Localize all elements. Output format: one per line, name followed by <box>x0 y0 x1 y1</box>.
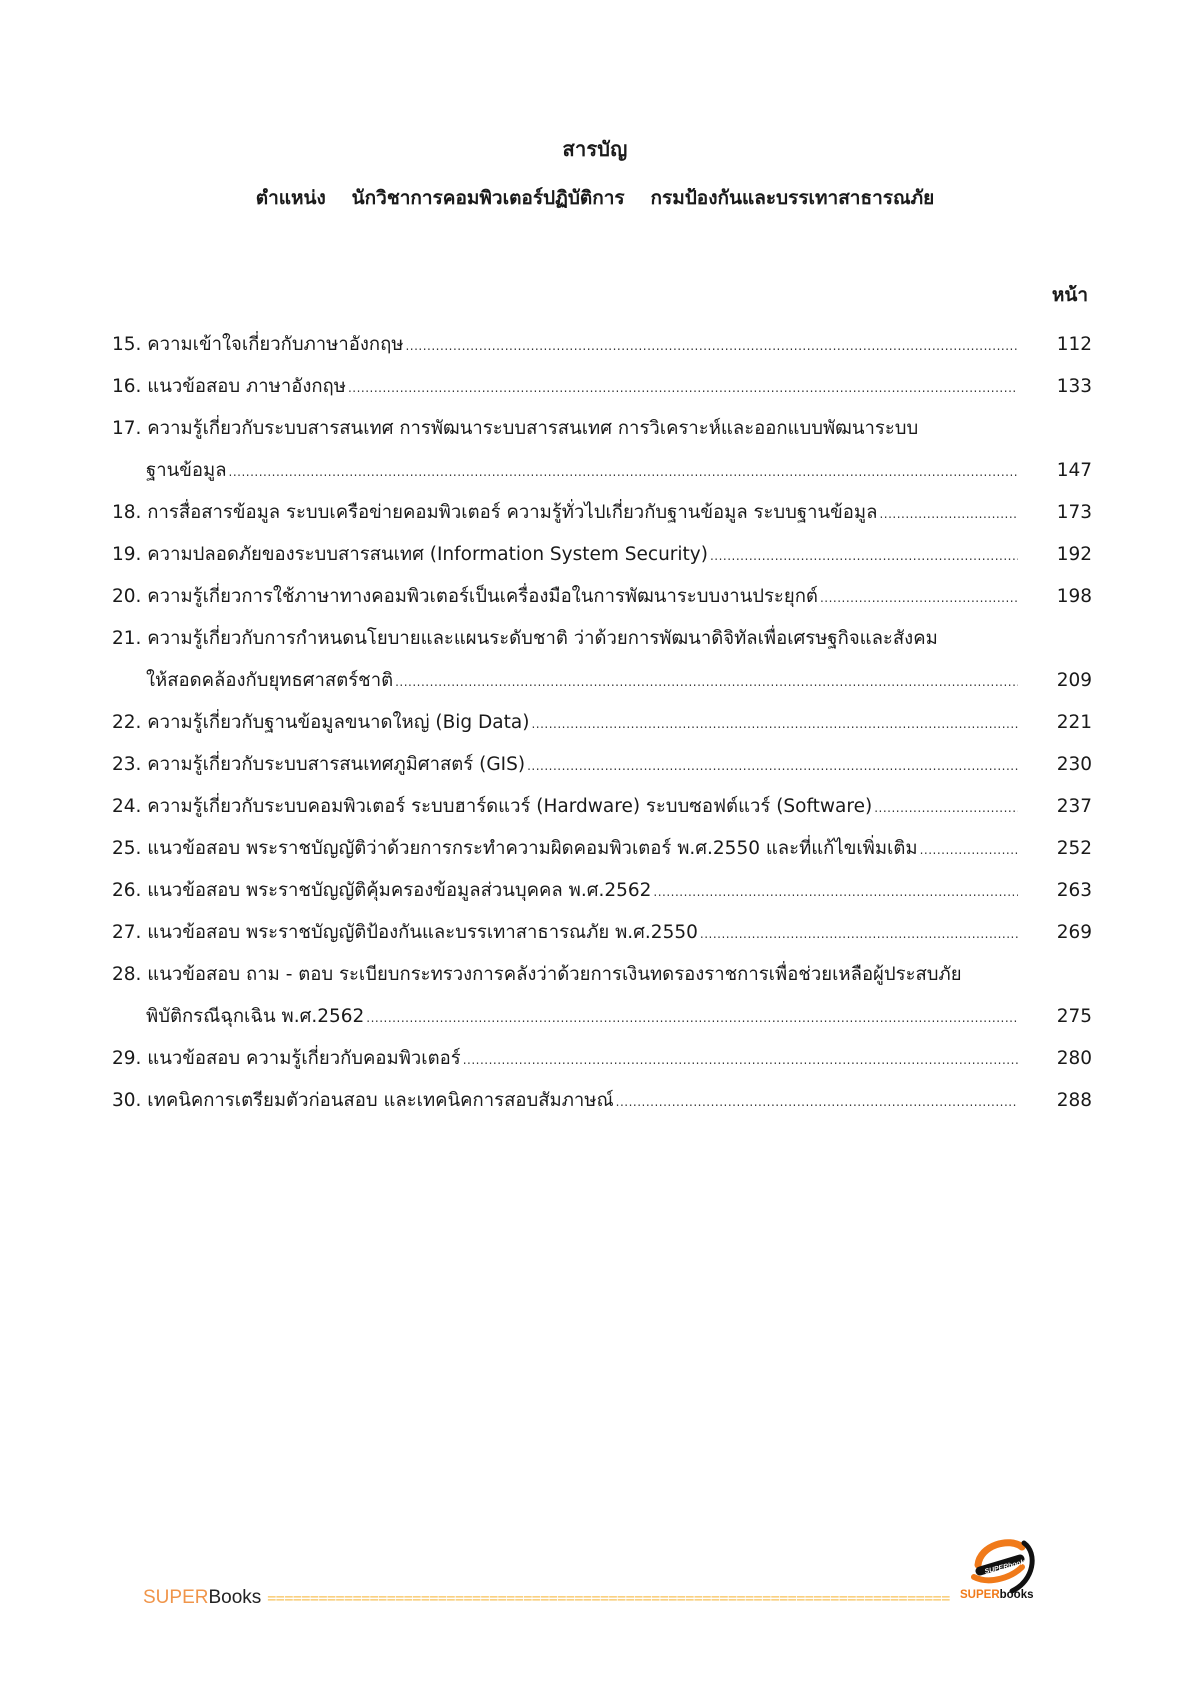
toc-line-continuation <box>112 996 1092 1038</box>
toc-entry <box>112 492 1092 534</box>
toc-entry-title: 20. ความรู้เกี่ยวการใช้ภาษาทางคอมพิวเตอร์เป็นเครื่องมือในการพัฒนาระบบงานประยุกต์ <box>112 586 818 607</box>
toc-line <box>112 1038 1092 1080</box>
logo-wordmark-super: SUPER <box>960 1589 1000 1601</box>
toc-entry-title: 30. เทคนิคการเตรียมตัวก่อนสอบ และเทคนิคการสอบสัมภาษณ์ <box>112 1090 614 1111</box>
page-subtitle: ตำแหน่ง นักวิชาการคอมพิวเตอร์ปฏิบัติการ กรมป้องกันและบรรเทาสาธารณภัย <box>255 187 935 209</box>
table-of-contents <box>112 324 1092 1122</box>
toc-entry <box>112 828 1092 870</box>
dot-leader <box>463 1039 1018 1081</box>
toc-line <box>112 744 1092 786</box>
toc-page-number: 237 <box>1056 796 1092 817</box>
toc-entry-title: 24. ความรู้เกี่ยวกับระบบคอมพิวเตอร์ ระบบฮาร์ดแวร์ (Hardware) ระบบซอฟต์แวร์ (Software) <box>112 796 873 817</box>
toc-line <box>112 1080 1092 1122</box>
toc-entry-title: 26. แนวข้อสอบ พระราชบัญญัติคุ้มครองข้อมูลส่วนบุคคล พ.ศ.2562 <box>112 880 652 901</box>
dot-leader <box>366 997 1018 1039</box>
toc-entry-title: 28. แนวข้อสอบ ถาม - ตอบ ระเบียบกระทรวงการคลังว่าด้วยการเงินทดรองราชการเพื่อช่วยเหลือผู้ประสบภัย <box>112 964 962 985</box>
toc-line-continuation <box>112 660 1092 702</box>
page-column-header: หน้า <box>1051 284 1088 306</box>
dot-leader <box>395 661 1018 703</box>
dot-leader <box>405 325 1018 367</box>
toc-entry-title: 15. ความเข้าใจเกี่ยวกับภาษาอังกฤษ <box>112 334 404 355</box>
dot-leader <box>653 871 1018 913</box>
logo-wordmark-books: books <box>999 1589 1034 1601</box>
toc-entry <box>112 576 1092 618</box>
toc-page-number: 288 <box>1056 1090 1092 1111</box>
toc-page-number: 280 <box>1056 1048 1092 1069</box>
toc-entry <box>112 534 1092 576</box>
toc-page-number: 209 <box>1056 670 1092 691</box>
toc-line <box>112 366 1092 408</box>
toc-entry <box>112 954 1092 1038</box>
toc-entry-title: 17. ความรู้เกี่ยวกับระบบสารสนเทศ การพัฒนาระบบสารสนเทศ การวิเคราะห์และออกแบบพัฒนาระบบ <box>112 418 919 439</box>
toc-line <box>112 702 1092 744</box>
toc-line <box>112 408 1092 450</box>
toc-page-number: 252 <box>1056 838 1092 859</box>
toc-entry-title: 21. ความรู้เกี่ยวกับการกำหนดนโยบายและแผนระดับชาติ ว่าด้วยการพัฒนาดิจิทัลเพื่อเศรษฐกิจและสังคม <box>112 628 938 649</box>
dot-leader <box>710 535 1018 577</box>
toc-page-number: 112 <box>1056 334 1092 355</box>
toc-line <box>112 576 1092 618</box>
dot-leader <box>527 745 1018 787</box>
toc-line <box>112 618 1092 660</box>
svg-text:SUPERbooks: SUPERbooks <box>983 1558 1030 1576</box>
toc-entry-title: 16. แนวข้อสอบ ภาษาอังกฤษ <box>112 376 346 397</box>
toc-line <box>112 828 1092 870</box>
footer <box>143 1583 1043 1613</box>
dot-leader <box>820 577 1018 619</box>
toc-entry-title: ฐานข้อมูล <box>146 460 227 481</box>
dot-leader <box>616 1081 1018 1123</box>
toc-entry <box>112 870 1092 912</box>
toc-page-number: 133 <box>1056 376 1092 397</box>
toc-entry <box>112 366 1092 408</box>
toc-page-number: 230 <box>1056 754 1092 775</box>
toc-entry-title: พิบัติกรณีฉุกเฉิน พ.ศ.2562 <box>146 1006 365 1027</box>
toc-page-number: 173 <box>1056 502 1092 523</box>
toc-entry-title: 22. ความรู้เกี่ยวกับฐานข้อมูลขนาดใหญ่ (Big Data) <box>112 712 530 733</box>
footer-divider: ================================================================================ <box>267 1589 950 1607</box>
toc-entry <box>112 1080 1092 1122</box>
toc-line-continuation <box>112 450 1092 492</box>
toc-entry <box>112 1038 1092 1080</box>
logo-wordmark <box>960 1589 1034 1601</box>
dot-leader <box>348 367 1018 409</box>
dot-leader <box>874 787 1018 829</box>
toc-page-number: 147 <box>1056 460 1092 481</box>
toc-page-number: 198 <box>1056 586 1092 607</box>
dot-leader <box>920 829 1018 871</box>
footer-brand-super: SUPER <box>143 1587 209 1608</box>
toc-line <box>112 870 1092 912</box>
toc-page-number: 269 <box>1056 922 1092 943</box>
toc-line <box>112 324 1092 366</box>
toc-entry-title: 19. ความปลอดภัยของระบบสารสนเทศ (Information System Security) <box>112 544 708 565</box>
toc-entry-title: 18. การสื่อสารข้อมูล ระบบเครือข่ายคอมพิวเตอร์ ความรู้ทั่วไปเกี่ยวกับฐานข้อมูล ระบบฐานข้อมูล <box>112 502 878 523</box>
dot-leader <box>879 493 1018 535</box>
toc-entry <box>112 912 1092 954</box>
toc-page-number: 263 <box>1056 880 1092 901</box>
footer-brand-books: Books <box>208 1587 262 1608</box>
dot-leader <box>531 703 1018 745</box>
toc-entry-title: 25. แนวข้อสอบ พระราชบัญญัติว่าด้วยการกระทำความผิดคอมพิวเตอร์ พ.ศ.2550 และที่แก้ไขเพิ่มเติม <box>112 838 918 859</box>
page-title: สารบัญ <box>562 137 628 161</box>
dot-leader <box>700 913 1018 955</box>
toc-entry-title: 27. แนวข้อสอบ พระราชบัญญัติป้องกันและบรรเทาสาธารณภัย พ.ศ.2550 <box>112 922 698 943</box>
toc-entry <box>112 744 1092 786</box>
dot-leader <box>229 451 1018 493</box>
toc-entry <box>112 702 1092 744</box>
toc-page-number: 192 <box>1056 544 1092 565</box>
toc-line <box>112 786 1092 828</box>
toc-entry <box>112 786 1092 828</box>
toc-entry <box>112 618 1092 702</box>
toc-entry-title: ให้สอดคล้องกับยุทธศาสตร์ชาติ <box>146 670 394 691</box>
toc-entry <box>112 408 1092 492</box>
toc-entry-title: 23. ความรู้เกี่ยวกับระบบสารสนเทศภูมิศาสตร์ (GIS) <box>112 754 526 775</box>
toc-page-number: 275 <box>1056 1006 1092 1027</box>
footer-brand <box>143 1587 261 1609</box>
toc-line <box>112 534 1092 576</box>
toc-entry-title: 29. แนวข้อสอบ ความรู้เกี่ยวกับคอมพิวเตอร์ <box>112 1048 461 1069</box>
toc-line <box>112 912 1092 954</box>
toc-entry <box>112 324 1092 366</box>
toc-line <box>112 954 1092 996</box>
toc-line <box>112 492 1092 534</box>
toc-page-number: 221 <box>1056 712 1092 733</box>
